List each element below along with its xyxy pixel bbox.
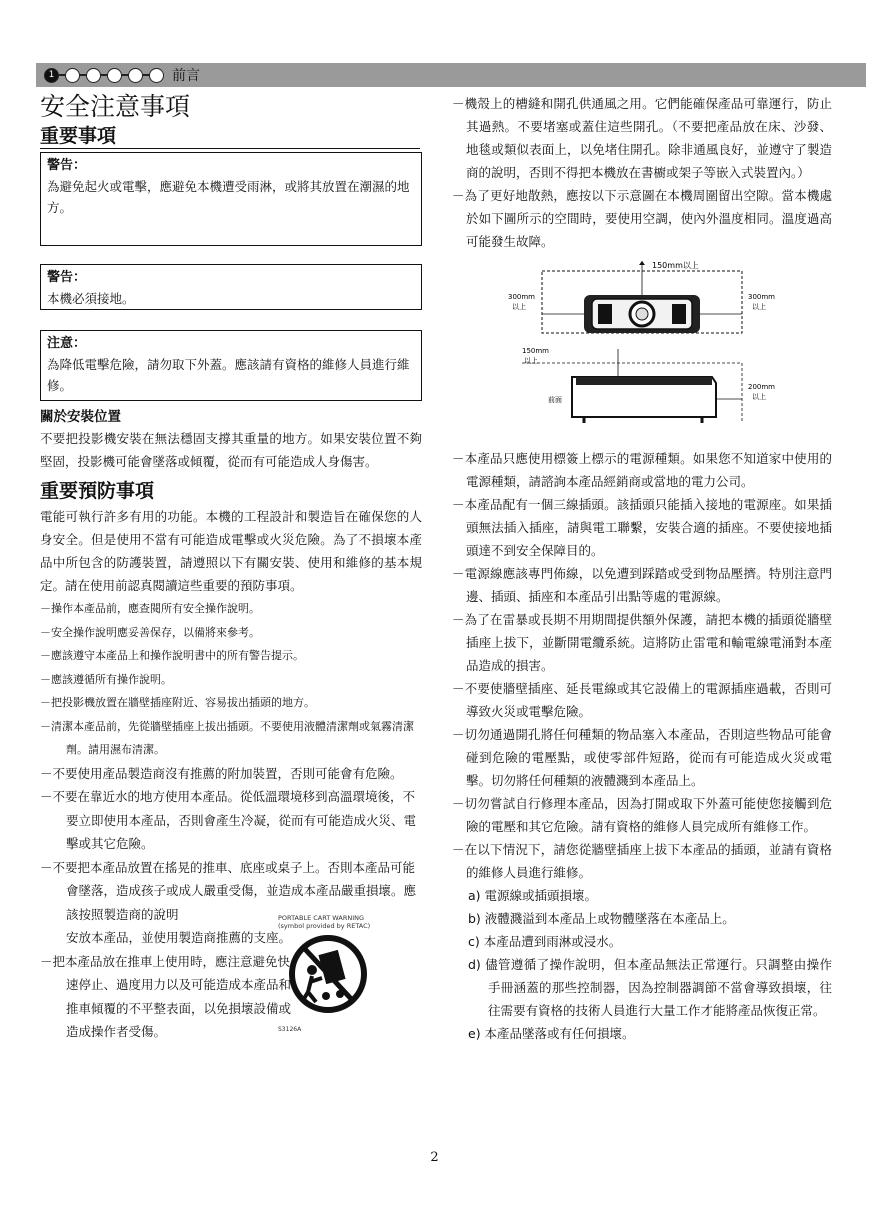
warning-box-fire [40, 152, 422, 246]
divider [40, 148, 420, 149]
diagram-label: 200mm [748, 383, 775, 391]
step-1: 1 [44, 68, 59, 83]
warning-text: 本機必須接地。 [47, 291, 135, 306]
install-paragraph: 不要把投影機安裝在無法穩固支撐其重量的地方。如果安裝位置不夠堅固，投影機可能會墜落或傾覆，從而有可能造成人身傷害。 [40, 431, 422, 469]
diagram-label: 以上 [752, 303, 766, 311]
step-6 [149, 68, 164, 83]
list-item: －為了在雷暴或長期不用期間提供額外保護，請把本機的插頭從牆壁插座上拔下，並斷開電纜系統。這將防止雷電和輸電線電涌對本產品造成的損害。 [452, 612, 832, 673]
precautions-heading: 重要預防事項 [40, 480, 155, 502]
step-5 [128, 68, 143, 83]
diagram-label: 150mm [522, 347, 549, 355]
caution-text: 為降低電擊危險，請勿取下外蓋。應該請有資格的維修人員進行維修。 [47, 357, 410, 393]
diagram-label: 前面 [548, 396, 562, 404]
sub-list-item: b) 液體濺溢到本產品上或物體墜落在本產品上。 [468, 911, 735, 926]
sub-list-item: e) 本產品墜落或有任何損壞。 [468, 1026, 635, 1041]
list-item: －操作本產品前，應查閱所有安全操作說明。 [40, 602, 260, 615]
step-2 [65, 68, 80, 83]
diagram-label: 300mm [748, 293, 775, 301]
list-item: －不要在靠近水的地方使用本產品。從低溫環境移到高溫環境後，不要立即使用本產品，否則會產生冷凝，從而有可能造成火災、電擊或其它危險。 [40, 789, 417, 851]
warning-title: 警告： [47, 270, 87, 285]
left-column [40, 92, 422, 1044]
list-item: －電源線應該專門佈線，以免遭到踩踏或受到物品壓擠。特別注意門邊、插頭、插座和本產品引出點等處的電源線。 [452, 566, 832, 604]
sub-list-item: d) 儘管遵循了操作說明，但本產品無法正常運行。只調整由操作手冊涵蓋的那些控制器，因為控制器調節不當會導致損壞，往往需要有資格的技術人員進行大量工作才能將產品恢復正常。 [468, 957, 832, 1018]
page-number: 2 [430, 1150, 439, 1165]
list-item: －不要使用產品製造商沒有推薦的附加裝置，否則可能會有危險。 [40, 765, 403, 781]
caution-box [40, 330, 422, 401]
caution-title: 注意： [47, 336, 87, 351]
diagram-label: 以上 [512, 303, 526, 311]
list-item: －應該遵循所有操作說明。 [40, 672, 172, 686]
sub-list-item: a) 電源線或插頭損壞。 [468, 888, 598, 903]
cart-tipover-icon [278, 930, 378, 1022]
install-heading: 關於安裝位置 [40, 409, 121, 425]
warning-title: 警告： [47, 158, 87, 173]
list-item: －本產品配有一個三線插頭。該插頭只能插入接地的電源座。如果插頭無法插入插座，請與電工聯繫，安裝合適的插座。不要使接地插頭達不到安全保障目的。 [452, 497, 832, 558]
cart-caption: PORTABLE CART WARNING [278, 914, 365, 922]
list-item: －不要把本產品放置在搖晃的推車、底座或桌子上。否則本產品可能會墜落，造成孩子或成人嚴重受傷，並造成本產品嚴重損壞。應該按照製造商的說明 [40, 859, 417, 922]
step-indicator [44, 68, 164, 83]
diagram-label: 以上 [752, 393, 766, 401]
list-item: －本產品只應使用標簽上標示的電源種類。如果您不知道家中使用的電源種類，請諮詢本產品經銷商或當地的電力公司。 [452, 451, 832, 489]
list-item: －應該遵守本產品上和操作說明書中的所有警告提示。 [40, 649, 304, 662]
list-item: －安全操作說明應妥善保存，以備將來參考。 [40, 625, 260, 639]
list-item: －不要使牆壁插座、延長電線或其它設備上的電源插座過載，否則可導致火災或電擊危險。 [452, 681, 832, 719]
diagram-label: 150mm以上 [652, 261, 699, 270]
section-title: 前言 [172, 68, 200, 84]
list-item: －切勿通過開孔將任何種類的物品塞入本產品，否則這些物品可能會碰到危險的電壓點，或使零部件短路，從而有可能造成火災或電擊。切勿將任何種類的液體濺到本產品上。 [452, 727, 832, 788]
diagram-label: 以上 [524, 357, 538, 365]
list-item: －在以下情況下，請您從牆壁插座上拔下本產品的插頭，並請有資格的維修人員進行維修。 [452, 842, 832, 880]
clearance-diagram [502, 259, 782, 435]
diagram-label: 300mm [508, 293, 535, 301]
step-4 [107, 68, 122, 83]
sub-list-item: c) 本產品遭到雨淋或浸水。 [468, 934, 622, 949]
list-item: －把投影機放置在牆壁插座附近、容易拔出插頭的地方。 [40, 696, 315, 709]
precautions-intro: 電能可執行許多有用的功能。本機的工程設計和製造旨在確保您的人身安全。但是使用不當有可能造成電擊或火災危險。為了不損壞本產品中所包含的防護裝置，請遵照以下有關安裝、使用和維修的基本規定。請在使用前認真閱讀這些重要的預防事項。 [40, 509, 422, 593]
list-item: －把本產品放在推車上使用時，應注意避免快速停止、過度用力以及可能造成本產品和推車傾覆的不平整表面，以免損壞設備或造成操作者受傷。 [40, 953, 292, 1039]
right-column [452, 92, 832, 1045]
cart-warning-figure [278, 914, 382, 1033]
list-item: －切勿嘗試自行修理本產品，因為打開或取下外蓋可能使您接觸到危險的電壓和其它危險。請有資格的維修人員完成所有維修工作。 [452, 796, 832, 834]
list-item: －清潔本產品前，先從牆壁插座上拔出插頭。不要使用液體清潔劑或氣霧清潔劑。請用濕布清潔。 [40, 719, 414, 756]
cart-code: S3126A [278, 1026, 302, 1033]
list-item: －為了更好地散熱，應按以下示意圖在本機周圍留出空隙。當本機處於如下圖所示的空間時，要使用空調，使內外溫度相同。溫度過高可能發生故障。 [452, 188, 832, 249]
section-header-bar [36, 63, 866, 87]
list-item: －機殼上的槽縫和開孔供通風之用。它們能確保產品可靠運行，防止其過熱。不要堵塞或蓋住這些開孔。（不要把產品放在床、沙發、地毯或類似表面上，以免堵住開孔。除非通風良好，並遵守了製造商的說明，否則不得把本機放在書櫥或架子等嵌入式裝置內。） [452, 96, 832, 180]
list-item-continued: 安放本產品，並使用製造商推薦的支座。 [66, 930, 292, 945]
warning-text: 為避免起火或電擊，應避免本機遭受雨淋，或將其放置在潮濕的地方。 [47, 179, 410, 215]
important-heading: 重要事項 [40, 125, 117, 147]
cart-caption-source: (symbol provided by RETAC) [278, 922, 371, 930]
page-title: 安全注意事項 [40, 92, 191, 121]
warning-box-ground [40, 264, 422, 310]
step-3 [86, 68, 101, 83]
